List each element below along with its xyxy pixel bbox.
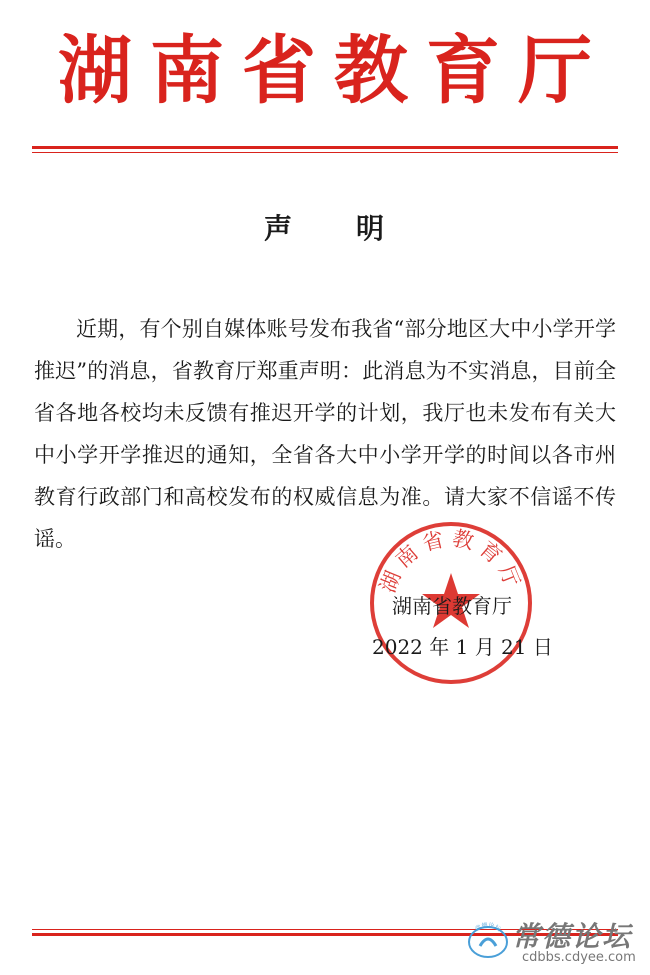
watermark-site-name: 常德论坛 <box>512 920 633 953</box>
document-title <box>0 207 650 247</box>
document-title-char-1: 声 <box>263 212 294 245</box>
svg-text:常德论坛 <box>474 921 504 934</box>
statement-paragraph: 近期，有个别自媒体账号发布我省“部分地区大中小学开学推迟”的消息，省教育厅郑重声明：此消息为不实消息，目前全省各地各校均未反馈有推迟开学的计划，我厅也未发布有关大中小学开学推迟的通知，全省各大中小学开学的时间以各市州教育行政部门和高校发布的权威信息为准。请大家不信谣不传谣。 <box>34 317 616 551</box>
header-rule-thin <box>32 152 618 153</box>
header-rule-thick <box>32 146 618 149</box>
forum-logo-icon <box>466 920 510 960</box>
document-title-char-2: 明 <box>356 212 387 245</box>
seal-text: 湖南省教育厅 <box>375 525 527 597</box>
signature-date: 2022 年 1 月 21 日 <box>372 635 553 659</box>
signer-name: 湖南省教育厅 <box>392 594 512 618</box>
masthead-title: 湖南省教育厅 <box>58 28 610 114</box>
logo-text: 常德论坛 <box>474 921 502 934</box>
watermark-url: cdbbs.cdyee.com <box>522 950 636 965</box>
